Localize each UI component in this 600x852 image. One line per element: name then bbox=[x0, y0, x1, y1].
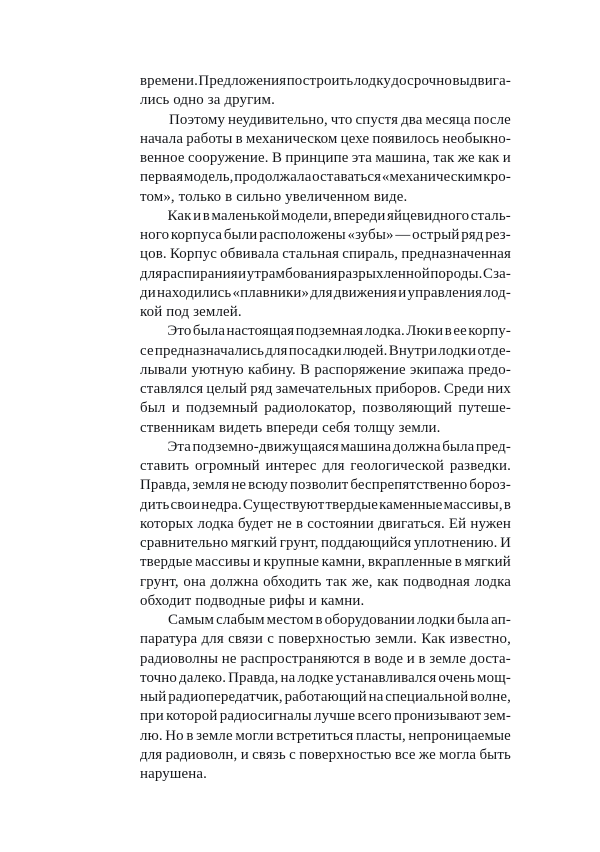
text-line bbox=[140, 707, 511, 726]
word: В bbox=[271, 150, 283, 166]
word: лю. bbox=[140, 727, 163, 744]
word: лывали bbox=[140, 361, 188, 378]
text-line: том», только в сильно увеличенном виде. bbox=[140, 188, 408, 205]
word: необыкно- bbox=[442, 130, 511, 147]
word: быть bbox=[479, 746, 511, 763]
word: Сза- bbox=[483, 265, 511, 282]
word: Это bbox=[167, 323, 192, 340]
word: позволит bbox=[289, 477, 349, 494]
word: интерес bbox=[265, 458, 317, 474]
text-line bbox=[140, 342, 511, 361]
word: появилось bbox=[372, 130, 440, 147]
word: мощ- bbox=[477, 669, 511, 686]
word: цов. bbox=[140, 246, 167, 263]
word: корпу- bbox=[468, 323, 511, 340]
word: и bbox=[398, 284, 407, 301]
word: ставлялся bbox=[140, 381, 204, 397]
word: предназначались bbox=[154, 342, 265, 359]
word: позволяющий bbox=[362, 400, 453, 417]
word: массивы bbox=[195, 554, 251, 571]
word: воде bbox=[374, 650, 404, 667]
word: в bbox=[363, 650, 371, 667]
word: радиопередатчик, bbox=[168, 689, 283, 705]
word: пронизывают bbox=[394, 708, 482, 725]
word: состоянии bbox=[307, 515, 374, 532]
word: для bbox=[201, 631, 224, 648]
word: машина, bbox=[375, 150, 431, 166]
paragraph bbox=[140, 438, 511, 611]
paragraph bbox=[140, 207, 511, 323]
text-line bbox=[140, 496, 511, 515]
word: рез- bbox=[485, 227, 511, 243]
text-line: нарушена. bbox=[140, 766, 207, 782]
paragraph bbox=[140, 72, 511, 111]
word: не bbox=[231, 477, 247, 494]
word: лод- bbox=[483, 284, 511, 301]
word: радиолокатор, bbox=[264, 400, 357, 417]
text-line bbox=[140, 553, 511, 572]
word: обвивала bbox=[220, 246, 279, 263]
word: огромный bbox=[195, 458, 260, 474]
word: подводная bbox=[403, 573, 470, 590]
word: подземно-движущаяся bbox=[192, 438, 340, 455]
word: очень bbox=[438, 669, 476, 686]
word: грунт, bbox=[279, 535, 319, 551]
word: была bbox=[442, 438, 475, 455]
word: распоряжение bbox=[314, 361, 406, 378]
text-line bbox=[140, 746, 511, 765]
word: сравнительно bbox=[140, 535, 229, 551]
text-line bbox=[140, 130, 511, 149]
word: камни, bbox=[321, 554, 366, 571]
word: как bbox=[377, 573, 399, 590]
word: свои bbox=[170, 496, 201, 513]
word: твердые bbox=[140, 554, 193, 571]
word: модель, bbox=[183, 169, 234, 186]
text-line bbox=[140, 727, 511, 746]
word: Правда, bbox=[228, 669, 279, 686]
word: ставить bbox=[140, 458, 190, 474]
word: них bbox=[487, 381, 511, 397]
word: ный bbox=[140, 689, 167, 705]
word: была bbox=[456, 612, 490, 628]
word: экипажа bbox=[409, 361, 465, 378]
word: дить bbox=[140, 496, 170, 513]
word: венное bbox=[140, 150, 185, 166]
text-line bbox=[140, 265, 511, 284]
word: для bbox=[140, 265, 163, 282]
word: устанавливался bbox=[335, 669, 437, 686]
body-text-column bbox=[140, 72, 511, 784]
word: посадки bbox=[288, 342, 342, 359]
text-line bbox=[140, 284, 511, 303]
word: и bbox=[238, 265, 247, 282]
word: земле bbox=[429, 650, 467, 667]
word: и bbox=[252, 554, 261, 571]
text-line bbox=[140, 322, 511, 341]
text-line bbox=[140, 688, 511, 707]
word: радиосигналы bbox=[219, 708, 312, 725]
first-line-indent bbox=[140, 111, 166, 130]
word: ди bbox=[140, 284, 156, 301]
word: она bbox=[183, 573, 206, 590]
word: могла bbox=[439, 746, 477, 763]
word: «зубы» bbox=[347, 227, 394, 243]
word: первая bbox=[140, 169, 184, 186]
first-line-indent bbox=[140, 207, 166, 226]
word: специальной bbox=[385, 689, 469, 705]
word: И bbox=[500, 535, 511, 551]
word: яйцевидного bbox=[387, 207, 470, 224]
text-line bbox=[140, 380, 511, 399]
text-line: кой под землей. bbox=[140, 304, 242, 320]
word: лодка. bbox=[364, 323, 405, 340]
word: всего bbox=[357, 708, 392, 725]
word: Внутри bbox=[388, 342, 438, 359]
word: могли bbox=[235, 727, 274, 744]
word: известно, bbox=[449, 631, 511, 648]
word: предо- bbox=[468, 361, 511, 378]
word: не bbox=[277, 515, 292, 532]
word: утрамбования bbox=[246, 265, 338, 282]
word: месяца bbox=[425, 111, 471, 128]
word: распирания bbox=[162, 265, 238, 282]
word: уютную bbox=[191, 361, 244, 378]
word: модели, bbox=[281, 207, 332, 224]
word: впереди bbox=[333, 207, 386, 224]
first-line-indent bbox=[140, 611, 166, 630]
text-line: ственникам видеть впереди себя толщу земли. bbox=[140, 419, 441, 436]
word: земля bbox=[192, 477, 230, 494]
word: сооружение. bbox=[187, 150, 269, 166]
word: так bbox=[433, 150, 455, 166]
word: лодки bbox=[438, 342, 477, 359]
word: Правда, bbox=[140, 477, 191, 494]
word: стальная bbox=[282, 246, 340, 263]
word: сталь- bbox=[470, 207, 511, 224]
word: досрочно bbox=[391, 73, 453, 89]
word: паратура bbox=[140, 631, 198, 648]
word: в bbox=[503, 496, 511, 513]
word: был bbox=[140, 400, 166, 417]
word: и bbox=[171, 400, 180, 417]
word: лодка bbox=[197, 515, 234, 532]
word: Эта bbox=[167, 438, 192, 455]
word: Самым bbox=[167, 612, 215, 628]
word: так bbox=[326, 573, 348, 590]
word: в bbox=[235, 130, 243, 147]
word: вкрапленные bbox=[367, 554, 453, 571]
word: продолжала bbox=[234, 169, 312, 186]
text-line bbox=[140, 168, 511, 187]
word: слабым bbox=[216, 612, 265, 628]
text-line bbox=[140, 669, 511, 688]
word: Как bbox=[421, 631, 446, 648]
word: породы. bbox=[430, 265, 483, 282]
word: обходить bbox=[263, 573, 322, 590]
word: грунт, bbox=[140, 573, 179, 590]
word: ап- bbox=[491, 612, 511, 628]
word: людей. bbox=[342, 342, 388, 359]
paragraph bbox=[140, 111, 511, 207]
word: встретиться bbox=[276, 727, 354, 744]
text-line bbox=[140, 630, 511, 649]
word: в bbox=[295, 515, 304, 532]
word: предназначенная bbox=[401, 246, 511, 263]
text-line bbox=[140, 515, 511, 534]
word: выдвига- bbox=[452, 73, 511, 89]
word: зем- bbox=[483, 708, 511, 725]
word: для bbox=[322, 458, 345, 474]
word: в bbox=[444, 323, 452, 340]
word: целый bbox=[206, 381, 248, 397]
word: непроницаемые bbox=[408, 727, 511, 744]
word: неудивительно, bbox=[228, 111, 328, 128]
word: Поэтому bbox=[168, 111, 226, 128]
text-line: обходит подводные рифы и камни. bbox=[140, 592, 365, 609]
word: разрыхленной bbox=[337, 265, 430, 282]
word: местом bbox=[266, 612, 314, 628]
word: связи bbox=[228, 631, 264, 648]
text-line: лись одно за другим. bbox=[140, 92, 275, 109]
text-line bbox=[140, 207, 511, 226]
word: замечательных bbox=[275, 381, 373, 397]
word: на bbox=[280, 669, 296, 686]
word: В bbox=[300, 361, 311, 378]
word: работы bbox=[186, 130, 233, 147]
text-line bbox=[140, 650, 511, 669]
word: спираль, bbox=[342, 246, 399, 263]
word: управления bbox=[407, 284, 483, 301]
text-line bbox=[140, 611, 511, 630]
word: для bbox=[310, 284, 333, 301]
word: и bbox=[502, 150, 511, 166]
word: в bbox=[315, 612, 323, 628]
word: радиоволн, bbox=[165, 746, 238, 763]
word: ного bbox=[140, 227, 170, 243]
first-line-indent bbox=[140, 438, 166, 457]
word: геологической bbox=[350, 458, 445, 474]
word: с bbox=[289, 746, 296, 763]
word: машина bbox=[340, 438, 392, 455]
word: должна bbox=[210, 573, 259, 590]
word: принципе bbox=[285, 150, 349, 166]
word: Существуют bbox=[242, 496, 325, 513]
word: се bbox=[140, 342, 154, 359]
word: ее bbox=[453, 323, 467, 340]
word: Как bbox=[167, 207, 192, 224]
word: с bbox=[267, 631, 275, 648]
word: и bbox=[240, 746, 249, 763]
word: корпуса bbox=[170, 227, 223, 243]
word: времени. bbox=[140, 73, 198, 89]
word: которой bbox=[166, 708, 218, 725]
word: эта bbox=[351, 150, 372, 166]
word: будет bbox=[237, 515, 273, 532]
text-line bbox=[140, 226, 511, 245]
word: оборудовании bbox=[324, 612, 415, 628]
word: Предложения bbox=[198, 73, 287, 89]
word: разведки. bbox=[449, 458, 511, 474]
word: находились bbox=[157, 284, 232, 301]
word: кро- bbox=[483, 169, 511, 186]
word: лодки bbox=[416, 612, 455, 628]
word: путеше- bbox=[458, 400, 511, 417]
text-line bbox=[140, 72, 511, 91]
word: построить bbox=[286, 73, 354, 89]
word: маленькой bbox=[211, 207, 280, 224]
word: уплотнению. bbox=[413, 535, 498, 551]
word: Ей bbox=[448, 515, 467, 532]
word: все bbox=[394, 746, 416, 763]
text-line bbox=[140, 361, 511, 380]
word: распространяются bbox=[240, 650, 360, 667]
word: недра. bbox=[201, 496, 242, 513]
word: кабину. bbox=[248, 361, 296, 378]
word: отде- bbox=[477, 342, 511, 359]
word: — bbox=[395, 227, 411, 243]
word: ряд bbox=[461, 227, 484, 243]
word: не bbox=[221, 650, 237, 667]
word: в bbox=[202, 207, 210, 224]
word: доста- bbox=[469, 650, 511, 667]
text-line bbox=[140, 573, 511, 592]
text-line bbox=[140, 534, 511, 553]
word: же, bbox=[351, 573, 373, 590]
text-line bbox=[140, 457, 511, 476]
first-line-indent bbox=[140, 322, 166, 341]
word: была bbox=[192, 323, 226, 340]
word: пред- bbox=[475, 438, 511, 455]
word: беспрепятственно bbox=[350, 477, 468, 494]
word: цехе bbox=[340, 130, 370, 147]
text-line bbox=[140, 438, 511, 457]
word: поверхностью bbox=[278, 631, 371, 648]
text-line bbox=[140, 245, 511, 264]
word: лодка bbox=[474, 573, 511, 590]
text-line bbox=[140, 111, 511, 130]
word: настоящая bbox=[226, 323, 295, 340]
paragraph bbox=[140, 322, 511, 438]
word: Корпус bbox=[169, 246, 217, 263]
word: Люки bbox=[406, 323, 444, 340]
word: были bbox=[223, 227, 258, 243]
word: мягкий bbox=[464, 554, 511, 571]
text-line bbox=[140, 399, 511, 418]
word: «механическим bbox=[381, 169, 483, 186]
word: после bbox=[473, 111, 511, 128]
word: подземный bbox=[186, 400, 258, 417]
word: должна bbox=[392, 438, 441, 455]
word: в bbox=[418, 650, 426, 667]
word: всюду bbox=[248, 477, 288, 494]
word: для bbox=[265, 342, 288, 359]
word: земли. bbox=[375, 631, 418, 648]
word: земле bbox=[196, 727, 233, 744]
word: два bbox=[401, 111, 423, 128]
word: в bbox=[186, 727, 194, 744]
word: как bbox=[478, 150, 500, 166]
word: Среди bbox=[443, 381, 484, 397]
word: крупные bbox=[263, 554, 320, 571]
word: двигаться. bbox=[377, 515, 445, 532]
word: радиоволны bbox=[140, 650, 219, 667]
word: движения bbox=[333, 284, 398, 301]
word: и bbox=[193, 207, 202, 224]
word: начала bbox=[140, 130, 184, 147]
word: пласты, bbox=[355, 727, 406, 744]
word: для bbox=[140, 746, 163, 763]
word: поверхностью bbox=[299, 746, 392, 763]
word: которых bbox=[140, 515, 194, 532]
word: при bbox=[140, 708, 164, 725]
word: поддающийся bbox=[321, 535, 412, 551]
word: «плавники» bbox=[232, 284, 310, 301]
word: же bbox=[418, 746, 436, 763]
word: в bbox=[454, 554, 462, 571]
word: каменные bbox=[379, 496, 443, 513]
word: Но bbox=[165, 727, 184, 744]
word: волне, bbox=[470, 689, 511, 705]
word: точно bbox=[140, 669, 178, 686]
word: подземная bbox=[295, 323, 364, 340]
word: механическом bbox=[245, 130, 338, 147]
word: работающий bbox=[284, 689, 367, 705]
word: острый bbox=[412, 227, 460, 243]
word: же bbox=[457, 150, 475, 166]
text-line bbox=[140, 476, 511, 495]
word: на bbox=[368, 689, 384, 705]
word: лучше bbox=[314, 708, 356, 725]
word: оставаться bbox=[312, 169, 382, 186]
word: связь bbox=[252, 746, 286, 763]
word: спустя bbox=[355, 111, 399, 128]
word: и bbox=[406, 650, 415, 667]
word: массивы, bbox=[443, 496, 503, 513]
word: бороз- bbox=[469, 477, 511, 494]
word: лодку bbox=[353, 73, 391, 89]
word: расположены bbox=[259, 227, 346, 243]
paragraph bbox=[140, 611, 511, 784]
word: приборов. bbox=[375, 381, 441, 397]
word: далеко. bbox=[179, 669, 227, 686]
text-line bbox=[140, 149, 511, 168]
word: лодке bbox=[297, 669, 334, 686]
word: твердые bbox=[325, 496, 379, 513]
word: нужен bbox=[470, 515, 511, 532]
word: мягкий bbox=[230, 535, 278, 551]
word: ряд bbox=[250, 381, 273, 397]
word: что bbox=[330, 111, 353, 128]
